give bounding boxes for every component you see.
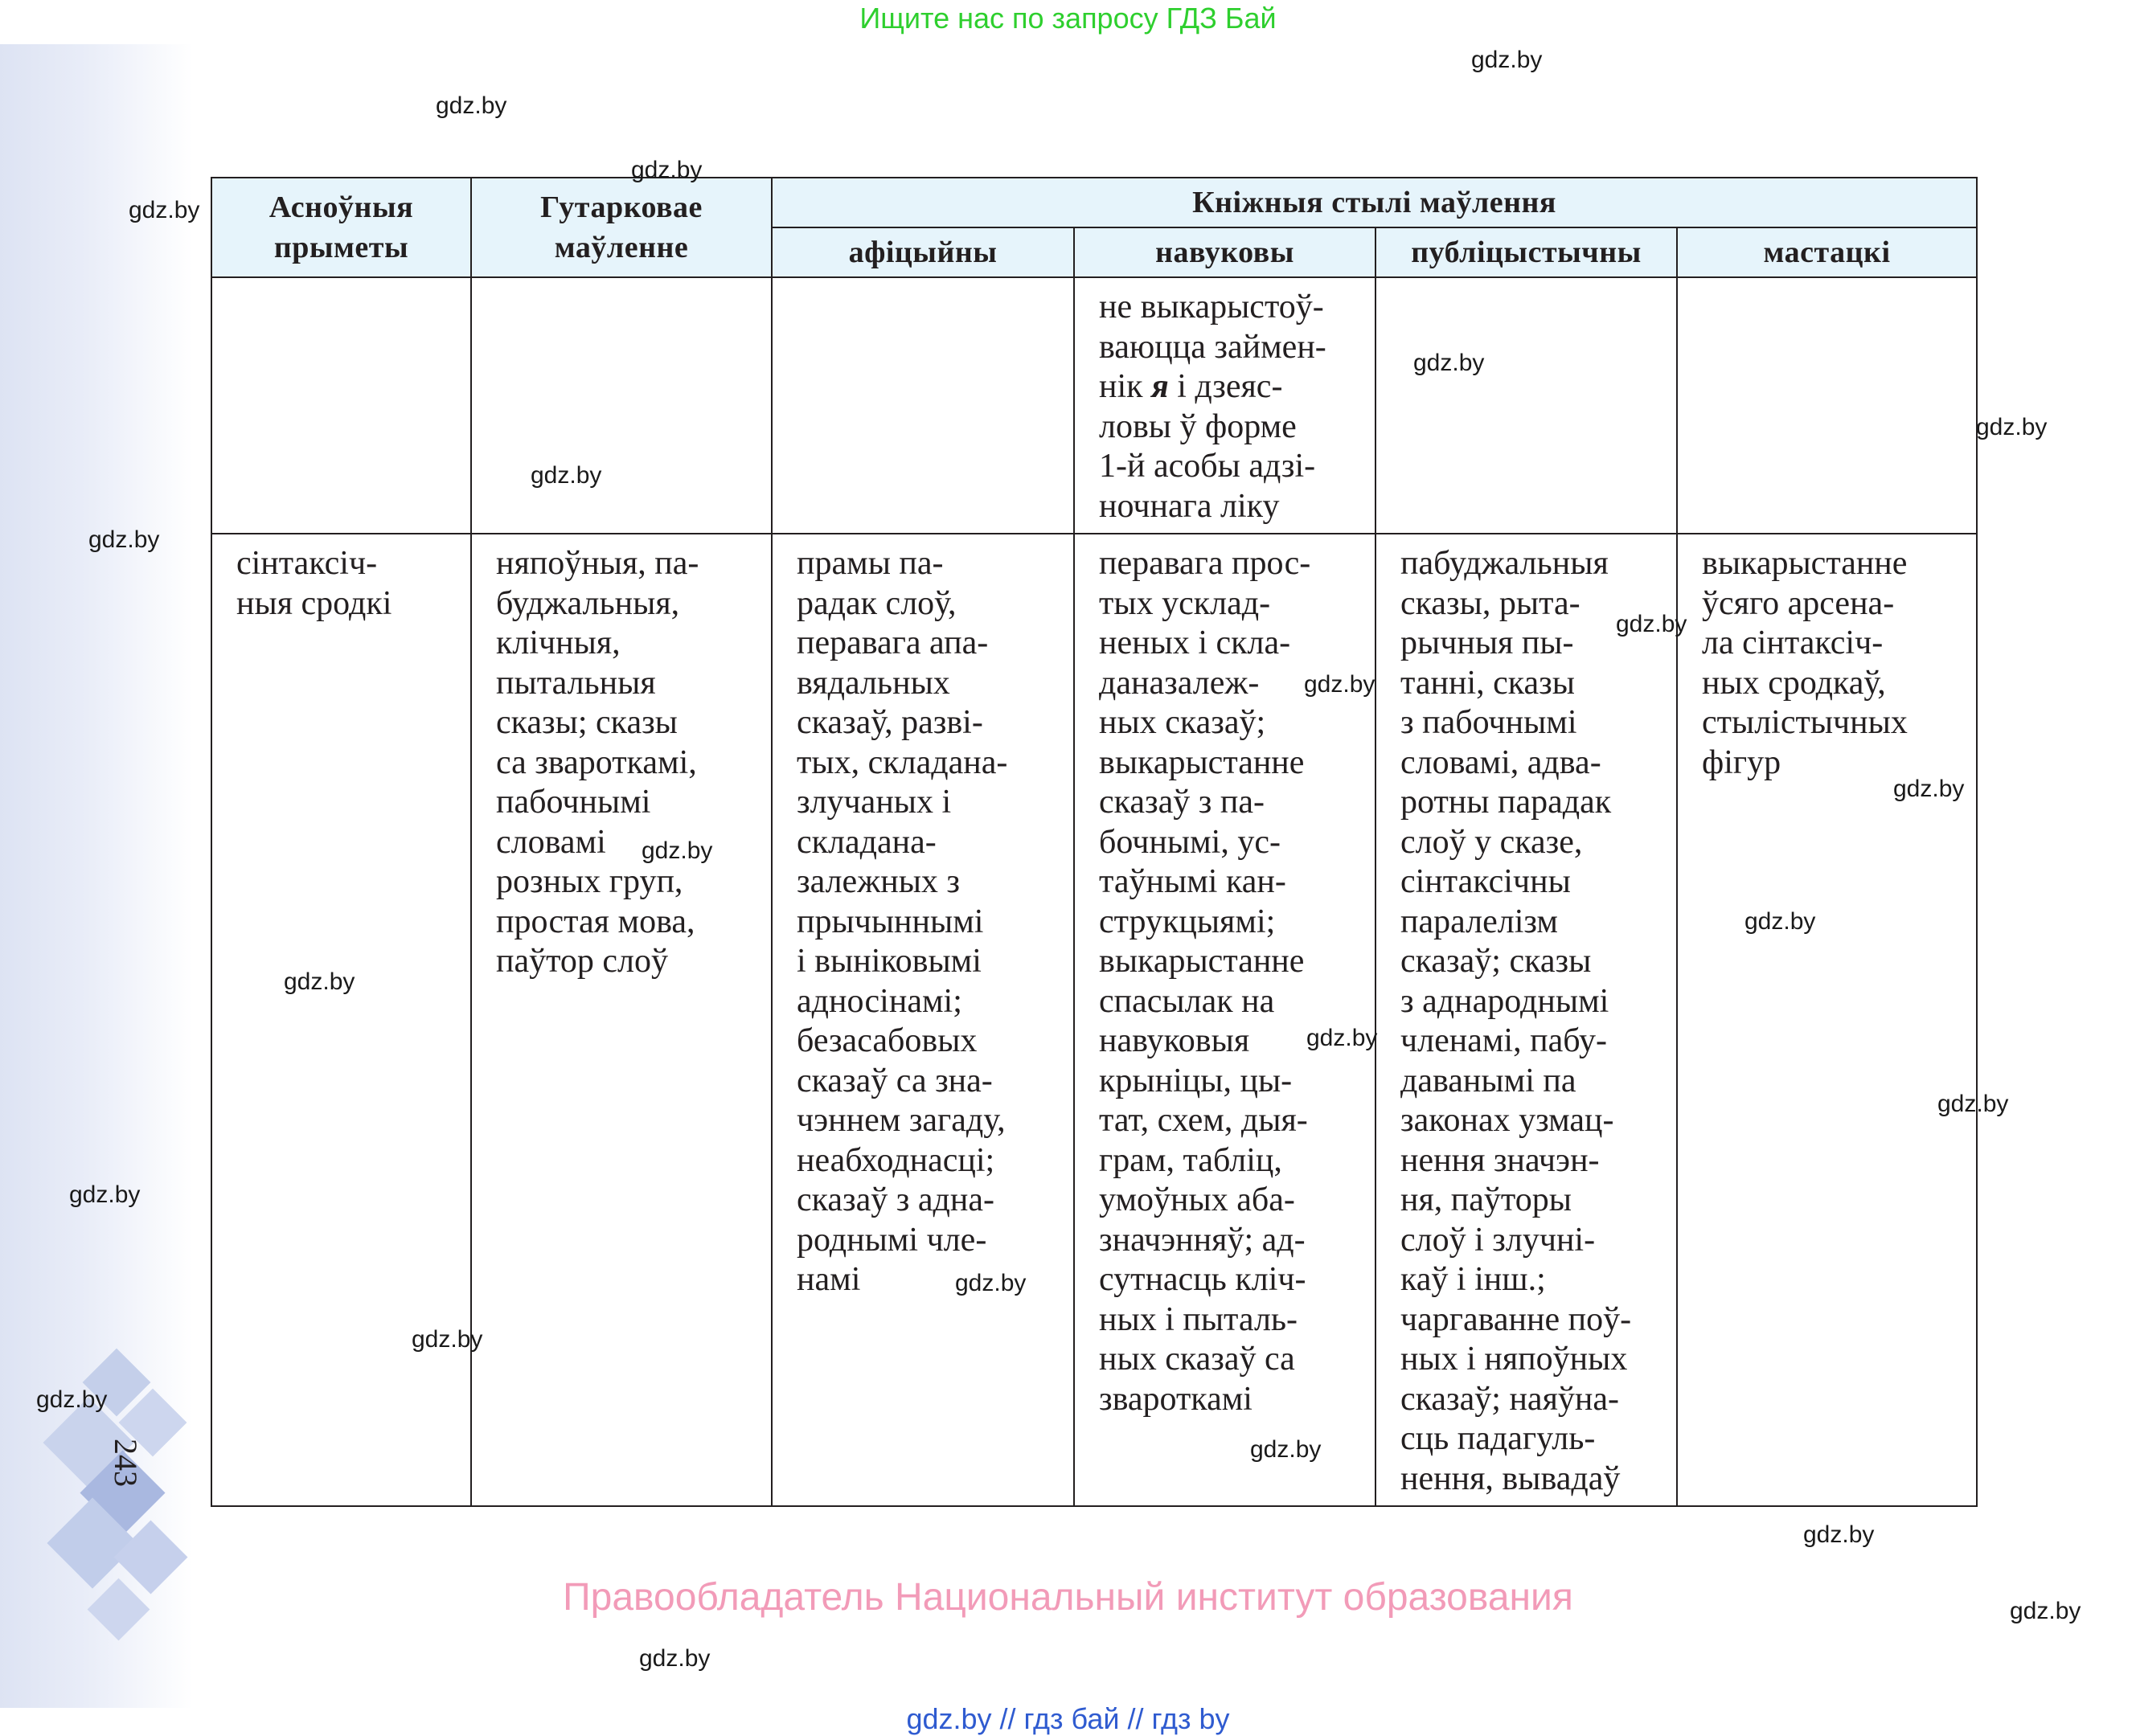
cell-features <box>211 277 471 534</box>
watermark: gdz.by <box>1306 1025 1378 1051</box>
header-features: Асноўныя прыметы <box>211 178 471 277</box>
cell-journalistic <box>1375 277 1677 534</box>
page-number: 243 <box>108 1439 144 1487</box>
header-journalistic: публіцыстычны <box>1375 227 1677 277</box>
watermark: gdz.by <box>1893 776 1965 802</box>
watermark: gdz.by <box>1471 47 1543 73</box>
watermark: gdz.by <box>642 837 713 864</box>
watermark: gdz.by <box>129 197 200 223</box>
table-row <box>211 534 1977 1506</box>
watermark: gdz.by <box>1803 1521 1875 1548</box>
cell-official: прамы па- радак слоў, перавага апа- вядальных сказаў, разві- тых, складана- злучаных і складана- залежных з прычыннымі і выніковымі адносінамі; безасабовых сказаў са зна- чэннем загаду, неабходнасці; сказаў з адна- роднымі чле- намі <box>772 534 1074 1506</box>
cell-journalistic: пабуджальныя сказы, рыта- рычныя пы- танні, сказы з пабочнымі словамі, адва- ротны парадак слоў у сказе, сінтаксічны паралелізм сказаў; сказы з аднароднымі членамі, пабу- даванымі па законах узмац- нення значэн- ня, паўторы слоў і злучні- каў і інш.; чаргаванне поў- ных і няпоўных сказаў; наяўна- сць падагуль- нення, вывадаў <box>1375 534 1677 1506</box>
copyright-notice: Правообладатель Национальный институт образования <box>563 1576 1573 1619</box>
cell-scientific: перавага прос- тых усклад- неных і скла- даназалеж- ных сказаў; выкарыстанне сказаў з па- бочнымі, ус- таўнымі кан- струкцыямі; выкарыстанне спасылак на навуковыя крыніцы, цы- тат, схем, дыя- грам, табліц, умоўных аба- значэнняў; ад- сутнасць кліч- ных і пыталь- ных сказаў са звароткамі <box>1074 534 1375 1506</box>
header-artistic: мастацкі <box>1677 227 1977 277</box>
watermark: gdz.by <box>639 1645 711 1672</box>
cell-artistic <box>1677 277 1977 534</box>
table-row <box>211 277 1977 534</box>
cell-artistic: выкарыстанне ўсяго арсена- ла сінтаксіч- ных сродкаў, стылістычных фігур <box>1677 534 1977 1506</box>
watermark: gdz.by <box>1937 1091 2009 1117</box>
cell-colloquial: няпоўныя, па- буджальныя, клічныя, пытальныя сказы; сказы са звароткамі, пабочнымі словамі розных груп, простая мова, паўтор слоў <box>471 534 772 1506</box>
watermark: gdz.by <box>1616 611 1687 637</box>
watermark: gdz.by <box>2010 1598 2081 1624</box>
watermark: gdz.by <box>36 1386 108 1413</box>
watermark: gdz.by <box>436 92 507 119</box>
watermark: gdz.by <box>88 526 160 553</box>
header-bookish-styles: Кніжныя стылі маўлення <box>772 178 1977 227</box>
cell-features: сінтаксіч- ныя сродкі <box>211 534 471 1506</box>
watermark: gdz.by <box>1304 671 1375 698</box>
watermark: gdz.by <box>1976 414 2048 440</box>
watermark: gdz.by <box>631 157 703 183</box>
watermark: gdz.by <box>1250 1436 1322 1463</box>
syntax-styles-table <box>211 177 1978 1507</box>
cell-scientific: не выкарыстоў- ваюцца займен- нік я і дзеяс- ловы ў форме 1-й асобы адзі- ночнага ліку <box>1074 277 1375 534</box>
header-official: афіцыйны <box>772 227 1074 277</box>
watermark: gdz.by <box>284 968 355 995</box>
watermark: gdz.by <box>412 1326 483 1353</box>
footer-links[interactable]: gdz.by // гдз бай // гдз by <box>906 1702 1230 1735</box>
cell-official <box>772 277 1074 534</box>
watermark: gdz.by <box>1413 350 1485 376</box>
top-banner[interactable]: Ищите нас по запросу ГДЗ Бай <box>859 2 1277 35</box>
cell-colloquial <box>471 277 772 534</box>
watermark: gdz.by <box>1744 908 1816 935</box>
watermark: gdz.by <box>955 1270 1027 1296</box>
header-colloquial: Гутарковае маўленне <box>471 178 772 277</box>
watermark: gdz.by <box>531 462 602 489</box>
header-scientific: навуковы <box>1074 227 1375 277</box>
watermark: gdz.by <box>69 1181 141 1208</box>
